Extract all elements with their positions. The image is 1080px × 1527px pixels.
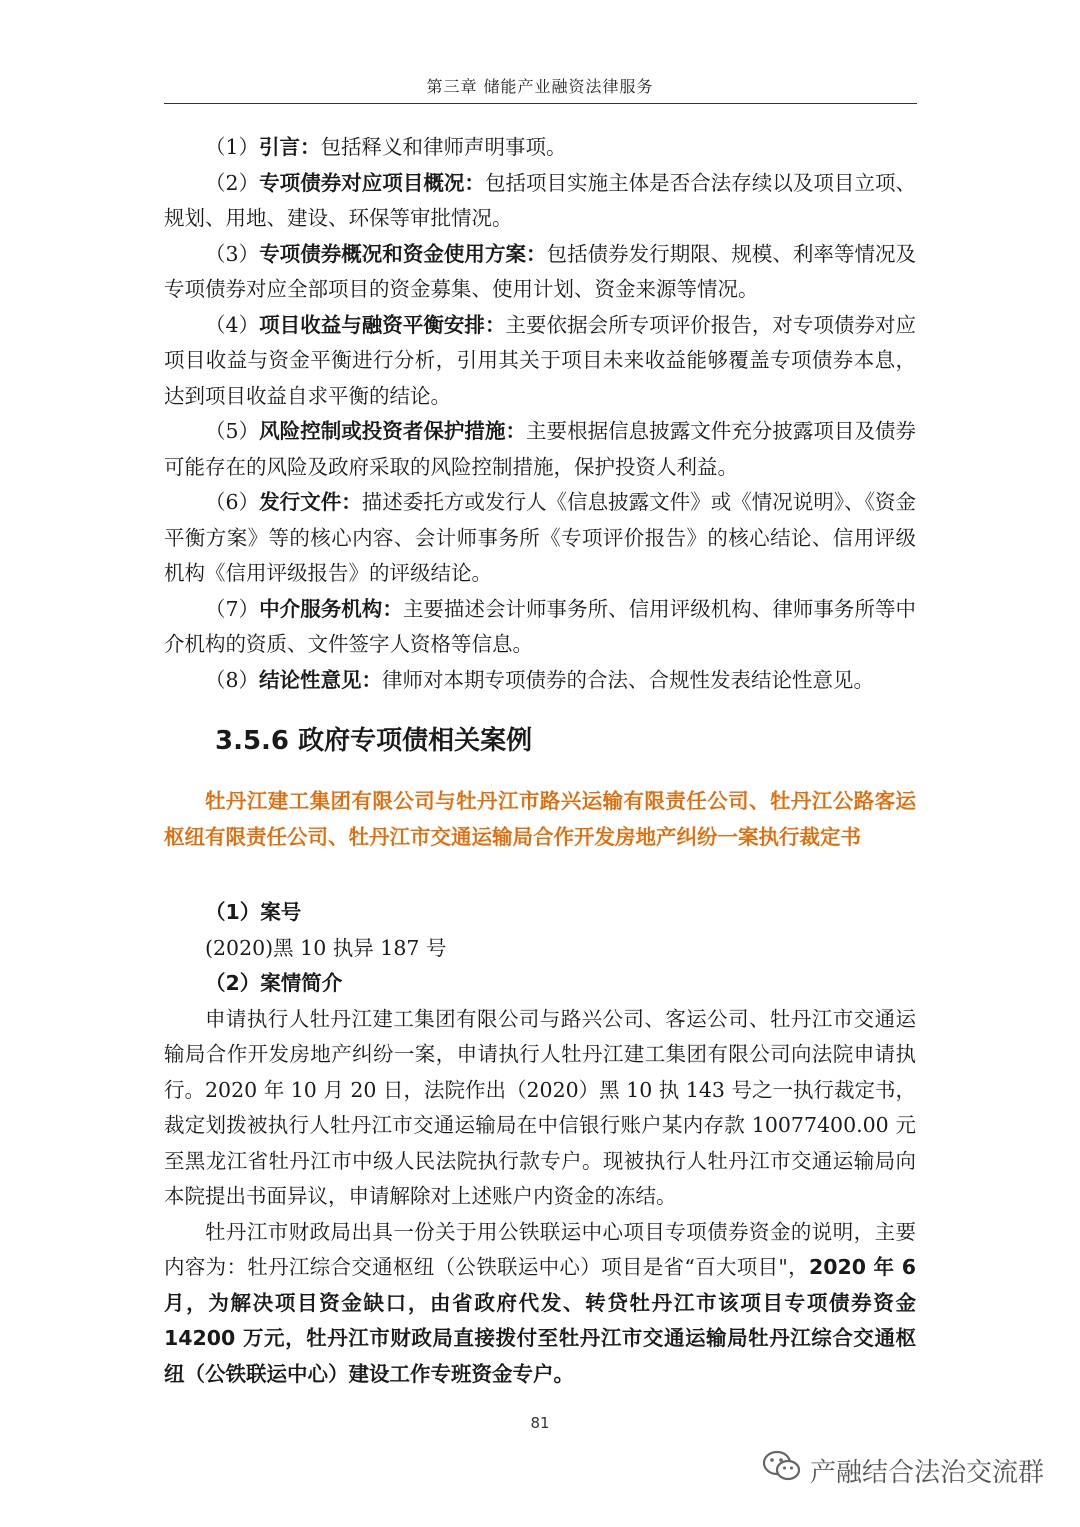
case-summary-paragraph: 申请执行人牡丹江建工集团有限公司与路兴公司、客运公司、牡丹江市交通运输局合作开发房地产纠纷一案，申请执行人牡丹江建工集团有限公司向法院申请执行。2020 年 10 月 20 日，法院作出（2020）黑 10 执 143 号之一执行裁定书，裁定划拨被执行人牡丹江市交通运输局在中信银行账户某内存款 10077400.00 元至黑龙江省牡丹江市中级人民法院执行款专户。现被执行人牡丹江市交通运输局向本院提出书面异议，申请解除对上述账户内资金的冻结。 (164, 1006, 916, 1208)
header-divider (164, 103, 917, 104)
list-item: （1）引言：包括释义和律师声明事项。 (205, 135, 567, 159)
watermark (762, 1450, 1044, 1491)
list-item: （3）专项债券概况和资金使用方案：包括债券发行期限、规模、利率等情况及专项债券对应全部项目的资金募集、使用计划、资金来源等情况。 (164, 241, 917, 301)
case-details (164, 895, 916, 1392)
case-number-heading: （1）案号 (205, 900, 302, 924)
list-item: （7）中介服务机构：主要描述会计师事务所、信用评级机构、律师事务所等中介机构的资质、文件签字人资格等信息。 (164, 596, 917, 656)
list-item: （8）结论性意见：律师对本期专项债券的合法、合规性发表结论性意见。 (205, 667, 875, 692)
summary-bold-text: 2020 年 6 月，为解决项目资金缺口，由省政府代发、转贷牡丹江市该项目专项债券资金 14200 万元，牡丹江市财政局直接拨付至牡丹江市交通运输局牡丹江综合交通枢纽（公铁联运中心）建设工作专班资金专户。 (164, 1255, 916, 1386)
case-summary-heading: （2）案情简介 (205, 971, 343, 995)
page-number: 81 (530, 1414, 550, 1432)
legal-opinion-items (164, 130, 916, 698)
list-item: （6）发行文件：描述委托方或发行人《信息披露文件》或《情况说明》、《资金平衡方案》等的核心内容、会计师事务所《专项评价报告》的核心结论、信用评级机构《信用评级报告》的评级结论。 (164, 490, 916, 585)
watermark-text: 产融结合法治交流群 (809, 1458, 1044, 1488)
list-item: （4）项目收益与融资平衡安排：主要依据会所专项评价报告，对专项债券对应项目收益与资金平衡进行分析，引用其关于项目未来收益能够覆盖专项债券本息，达到项目收益自求平衡的结论。 (164, 312, 917, 408)
case-title: 牡丹江建工集团有限公司与牡丹江市路兴运输有限责任公司、牡丹江公路客运枢纽有限责任公司、牡丹江市交通运输局合作开发房地产纠纷一案执行裁定书 (164, 789, 916, 849)
list-item: （2）专项债券对应项目概况：包括项目实施主体是否合法存续以及项目立项、规划、用地、建设、环保等审批情况。 (164, 170, 917, 230)
summary-plain-text: 牡丹江市财政局出具一份关于用公铁联运中心项目专项债券资金的说明，主要内容为：牡丹江综合交通枢纽（公铁联运中心）项目是省“百大项目"， (164, 1219, 916, 1279)
chapter-header: 第三章 储能产业融资法律服务 (426, 77, 654, 96)
wechat-icon (762, 1450, 802, 1491)
section-heading: 3.5.6 政府专项债相关案例 (215, 726, 533, 756)
case-number: (2020)黑 10 执异 187 号 (205, 935, 447, 960)
case-summary-paragraph (164, 1215, 916, 1393)
list-item: （5）风险控制或投资者保护措施：主要根据信息披露文件充分披露项目及债券可能存在的风险及政府采取的风险控制措施，保护投资人利益。 (164, 419, 917, 479)
